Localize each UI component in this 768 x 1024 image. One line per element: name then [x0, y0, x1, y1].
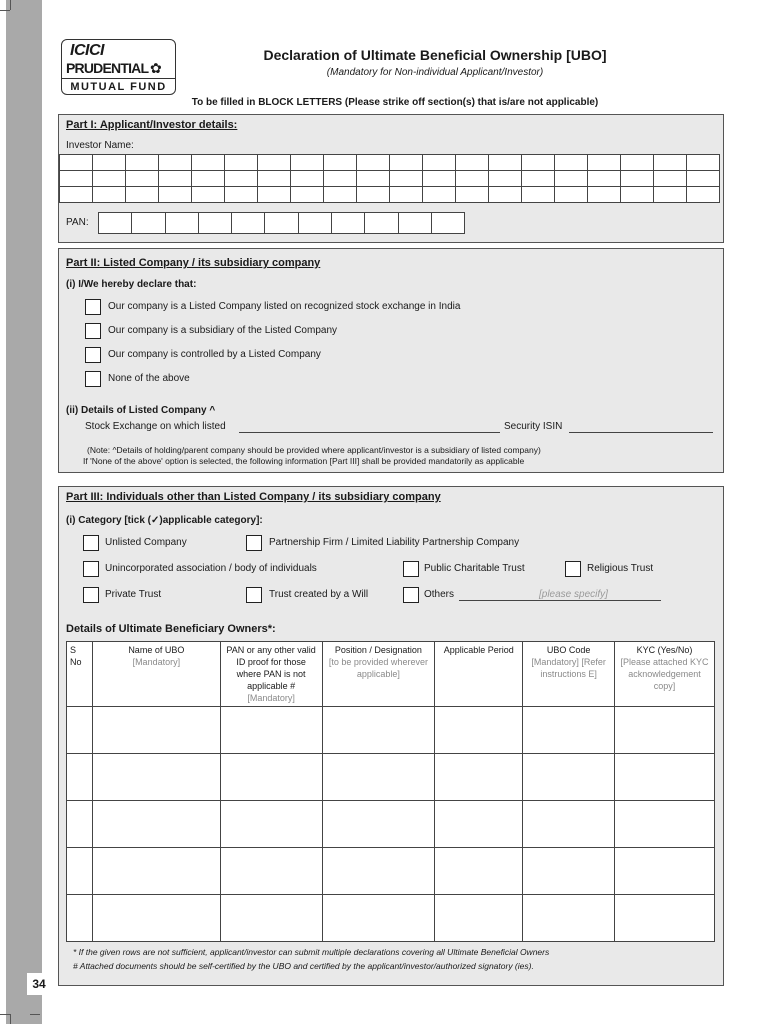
ubo-column-header: [92, 642, 220, 707]
name-char-box[interactable]: [456, 187, 489, 203]
ubo-cell[interactable]: [523, 754, 615, 801]
others-checkbox[interactable]: [403, 587, 419, 603]
crop-mark: [30, 1014, 40, 1015]
pan-char-box[interactable]: [99, 213, 132, 234]
logo-line1: ICICI: [70, 42, 104, 59]
ubo-cell[interactable]: [220, 801, 322, 848]
part3-section: [58, 486, 724, 986]
others-specify-field[interactable]: [459, 589, 661, 601]
form-instruction: To be filled in BLOCK LETTERS (Please strike off section(s) that is/are not applicable): [191, 97, 599, 108]
ubo-cell[interactable]: [67, 801, 93, 848]
ubo-cell[interactable]: [322, 707, 435, 754]
header-sub-text: [to be provided wherever applicable]: [328, 657, 428, 679]
name-char-box[interactable]: [588, 155, 621, 171]
investor-name-label: Investor Name:: [66, 140, 134, 151]
ubo-cell[interactable]: [615, 801, 715, 848]
form-title: Declaration of Ultimate Beneficial Ownership [UBO]: [263, 47, 607, 63]
ubo-cell[interactable]: [67, 895, 93, 942]
name-char-box[interactable]: [654, 171, 687, 187]
name-char-box[interactable]: [423, 171, 456, 187]
ubo-cell[interactable]: [523, 707, 615, 754]
name-char-box[interactable]: [159, 155, 192, 171]
pan-char-box[interactable]: [165, 213, 198, 234]
name-grid-row: [60, 171, 720, 187]
name-char-box[interactable]: [60, 171, 93, 187]
stock-exchange-field[interactable]: [239, 421, 500, 433]
religious-trust-checkbox[interactable]: [565, 561, 581, 577]
option-label: Our company is a subsidiary of the Listed Company: [108, 325, 337, 336]
ubo-cell[interactable]: [615, 848, 715, 895]
name-char-box[interactable]: [258, 187, 291, 203]
header-main-text: S No: [70, 645, 82, 667]
name-char-box[interactable]: [225, 171, 258, 187]
name-char-box[interactable]: [159, 187, 192, 203]
ubo-cell[interactable]: [435, 801, 523, 848]
ubo-cell[interactable]: [92, 707, 220, 754]
name-char-box[interactable]: [93, 171, 126, 187]
ubo-cell[interactable]: [523, 801, 615, 848]
category-label-text: Partnership Firm / Limited Liability Partnership Company: [269, 537, 520, 548]
name-char-box[interactable]: [621, 187, 654, 203]
ubo-row: [67, 707, 715, 754]
ubo-table: [66, 641, 715, 942]
name-char-box[interactable]: [192, 155, 225, 171]
option-label: Our company is a Listed Company listed on recognized stock exchange in India: [108, 301, 461, 312]
name-char-box[interactable]: [555, 187, 588, 203]
name-char-box[interactable]: [522, 155, 555, 171]
name-char-box[interactable]: [225, 155, 258, 171]
page-number: 34: [27, 973, 51, 995]
crop-mark: [0, 1014, 10, 1015]
ubo-cell[interactable]: [523, 848, 615, 895]
name-char-box[interactable]: [390, 171, 423, 187]
part3-title: Part III: Individuals other than Listed Company / its subsidiary company: [66, 491, 441, 503]
name-char-box[interactable]: [126, 187, 159, 203]
partnership-firm-checkbox[interactable]: [246, 535, 262, 551]
name-char-box[interactable]: [456, 155, 489, 171]
ubo-cell[interactable]: [435, 707, 523, 754]
part2-section: [58, 248, 724, 473]
name-char-box[interactable]: [654, 187, 687, 203]
part1-section: [58, 114, 724, 243]
lion-icon: ✿: [150, 60, 162, 76]
name-char-box[interactable]: [489, 187, 522, 203]
name-char-box[interactable]: [687, 187, 720, 203]
category-label-text: Unincorporated association / body of individuals: [105, 563, 317, 574]
trust-will-checkbox[interactable]: [246, 587, 262, 603]
category-label-text: Others: [424, 589, 455, 600]
name-char-box[interactable]: [60, 155, 93, 171]
name-char-box[interactable]: [357, 155, 390, 171]
name-char-box[interactable]: [588, 171, 621, 187]
option-label: Our company is controlled by a Listed Company: [108, 349, 321, 360]
pan-char-box[interactable]: [431, 213, 464, 234]
pan-char-box[interactable]: [265, 213, 298, 234]
ubo-cell[interactable]: [615, 754, 715, 801]
pan-char-box[interactable]: [232, 213, 265, 234]
ubo-cell[interactable]: [92, 848, 220, 895]
header-main-text: KYC (Yes/No): [636, 645, 693, 655]
ubo-cell[interactable]: [67, 848, 93, 895]
name-char-box[interactable]: [258, 171, 291, 187]
note-line2: If 'None of the above' option is selected, the following information [Part III] shall be provided mandatorily as applicable: [83, 456, 525, 466]
part2-title: Part II: Listed Company / its subsidiary company: [66, 257, 321, 269]
name-char-box[interactable]: [687, 155, 720, 171]
pan-char-box[interactable]: [198, 213, 231, 234]
ubo-cell[interactable]: [67, 754, 93, 801]
ubo-cell[interactable]: [435, 754, 523, 801]
declare-label: (i) I/We hereby declare that:: [66, 279, 197, 290]
footnote-2: # Attached documents should be self-certified by the UBO and certified by the applicant/investor/authorized signatory (ies).: [73, 961, 534, 971]
name-char-box[interactable]: [456, 171, 489, 187]
ubo-cell[interactable]: [322, 895, 435, 942]
ubo-cell[interactable]: [322, 754, 435, 801]
header-main-text: PAN or any other valid ID proof for those where PAN is not applicable #: [226, 645, 316, 691]
logo-line3: MUTUAL FUND: [62, 78, 175, 93]
header-sub-text: [Mandatory]: [247, 693, 295, 703]
ubo-row: [67, 895, 715, 942]
name-char-box[interactable]: [654, 155, 687, 171]
pan-char-box[interactable]: [298, 213, 331, 234]
controlled-checkbox[interactable]: [85, 347, 101, 363]
name-char-box[interactable]: [687, 171, 720, 187]
ubo-column-header: [220, 642, 322, 707]
header-main-text: Position / Designation: [334, 645, 422, 655]
header-sub-text: [Please attached KYC acknowledgement copy]: [620, 657, 709, 691]
ubo-cell[interactable]: [615, 707, 715, 754]
pan-input-boxes[interactable]: [98, 212, 465, 234]
header-sub-text: [Mandatory]: [132, 657, 181, 667]
category-label-text: Unlisted Company: [105, 537, 187, 548]
header-main-text: Name of UBO: [128, 645, 185, 655]
name-grid-row: [60, 155, 720, 171]
name-char-box[interactable]: [93, 155, 126, 171]
category-label-text: Trust created by a Will: [269, 589, 369, 600]
ubo-column-header: [523, 642, 615, 707]
name-char-box[interactable]: [390, 155, 423, 171]
name-char-box[interactable]: [522, 171, 555, 187]
name-char-box[interactable]: [621, 171, 654, 187]
crop-mark: [10, 1014, 11, 1024]
unlisted-company-checkbox[interactable]: [83, 535, 99, 551]
name-char-box[interactable]: [423, 155, 456, 171]
pan-char-box[interactable]: [365, 213, 398, 234]
public-charitable-checkbox[interactable]: [403, 561, 419, 577]
note-line1: (Note: ^Details of holding/parent company should be provided where applicant/investor is a subsidiary of listed company): [87, 445, 541, 455]
ubo-column-header: [615, 642, 715, 707]
name-char-box[interactable]: [555, 171, 588, 187]
header-sub-text: [Mandatory] [Refer instructions E]: [531, 657, 606, 679]
security-isin-field[interactable]: [569, 421, 713, 433]
name-char-box[interactable]: [357, 187, 390, 203]
ubo-cell[interactable]: [220, 895, 322, 942]
stock-exchange-label: Stock Exchange on which listed: [85, 421, 226, 432]
private-trust-checkbox[interactable]: [83, 587, 99, 603]
header-main-text: UBO Code: [546, 645, 591, 655]
ubo-row: [67, 754, 715, 801]
option-label: None of the above: [108, 373, 190, 384]
listed-details-label: (ii) Details of Listed Company ^: [66, 405, 216, 416]
name-char-box[interactable]: [291, 171, 324, 187]
name-char-box[interactable]: [192, 187, 225, 203]
name-char-box[interactable]: [522, 187, 555, 203]
name-char-box[interactable]: [60, 187, 93, 203]
name-char-box[interactable]: [390, 187, 423, 203]
pan-char-box[interactable]: [332, 213, 365, 234]
name-char-box[interactable]: [324, 171, 357, 187]
investor-name-grid[interactable]: [59, 154, 720, 203]
name-char-box[interactable]: [423, 187, 456, 203]
name-char-box[interactable]: [621, 155, 654, 171]
none-of-above-checkbox[interactable]: [85, 371, 101, 387]
name-char-box[interactable]: [555, 155, 588, 171]
name-char-box[interactable]: [291, 155, 324, 171]
ubo-cell[interactable]: [92, 895, 220, 942]
category-label-text: Private Trust: [105, 589, 162, 600]
name-grid-row: [60, 187, 720, 203]
category-label-text: Public Charitable Trust: [424, 563, 525, 574]
subsidiary-checkbox[interactable]: [85, 323, 101, 339]
unincorporated-checkbox[interactable]: [83, 561, 99, 577]
left-margin-strip: [6, 0, 42, 1024]
ubo-cell[interactable]: [220, 848, 322, 895]
ubo-details-title: Details of Ultimate Beneficiary Owners*:: [66, 623, 276, 635]
form-subtitle: (Mandatory for Non-individual Applicant/Investor): [326, 67, 544, 78]
ubo-cell[interactable]: [435, 895, 523, 942]
ubo-cell[interactable]: [435, 848, 523, 895]
name-char-box[interactable]: [93, 187, 126, 203]
ubo-cell[interactable]: [615, 895, 715, 942]
ubo-row: [67, 848, 715, 895]
crop-mark: [10, 0, 11, 10]
ubo-cell[interactable]: [220, 707, 322, 754]
ubo-column-header: [67, 642, 93, 707]
security-isin-label: Security ISIN: [504, 421, 563, 432]
name-char-box[interactable]: [489, 171, 522, 187]
name-char-box[interactable]: [588, 187, 621, 203]
ubo-cell[interactable]: [92, 754, 220, 801]
pan-label: PAN:: [66, 217, 89, 228]
ubo-cell[interactable]: [322, 848, 435, 895]
pan-char-box[interactable]: [398, 213, 431, 234]
pan-char-box[interactable]: [132, 213, 165, 234]
logo-line2: PRUDENTIAL: [66, 60, 149, 76]
listed-company-checkbox[interactable]: [85, 299, 101, 315]
ubo-cell[interactable]: [322, 801, 435, 848]
ubo-cell[interactable]: [523, 895, 615, 942]
ubo-cell[interactable]: [67, 707, 93, 754]
ubo-cell[interactable]: [92, 801, 220, 848]
name-char-box[interactable]: [489, 155, 522, 171]
name-char-box[interactable]: [324, 187, 357, 203]
ubo-column-header: [322, 642, 435, 707]
name-char-box[interactable]: [192, 171, 225, 187]
name-char-box[interactable]: [258, 155, 291, 171]
ubo-row: [67, 801, 715, 848]
name-char-box[interactable]: [291, 187, 324, 203]
category-label-text: Religious Trust: [587, 563, 654, 574]
name-char-box[interactable]: [126, 155, 159, 171]
company-logo: [61, 39, 176, 95]
name-char-box[interactable]: [324, 155, 357, 171]
others-hint: [please specify]: [539, 589, 608, 600]
name-char-box[interactable]: [357, 171, 390, 187]
ubo-column-header: [435, 642, 523, 707]
crop-mark: [0, 10, 10, 11]
category-label: (i) Category [tick (✓)applicable category]:: [66, 515, 263, 526]
footnote-1: * If the given rows are not sufficient, applicant/investor can submit multiple declarations covering all Ultimate Beneficial Owners: [73, 947, 550, 957]
name-char-box[interactable]: [126, 171, 159, 187]
ubo-cell[interactable]: [220, 754, 322, 801]
name-char-box[interactable]: [159, 171, 192, 187]
part1-title: Part I: Applicant/Investor details:: [66, 119, 238, 131]
name-char-box[interactable]: [225, 187, 258, 203]
header-main-text: Applicable Period: [443, 645, 514, 655]
